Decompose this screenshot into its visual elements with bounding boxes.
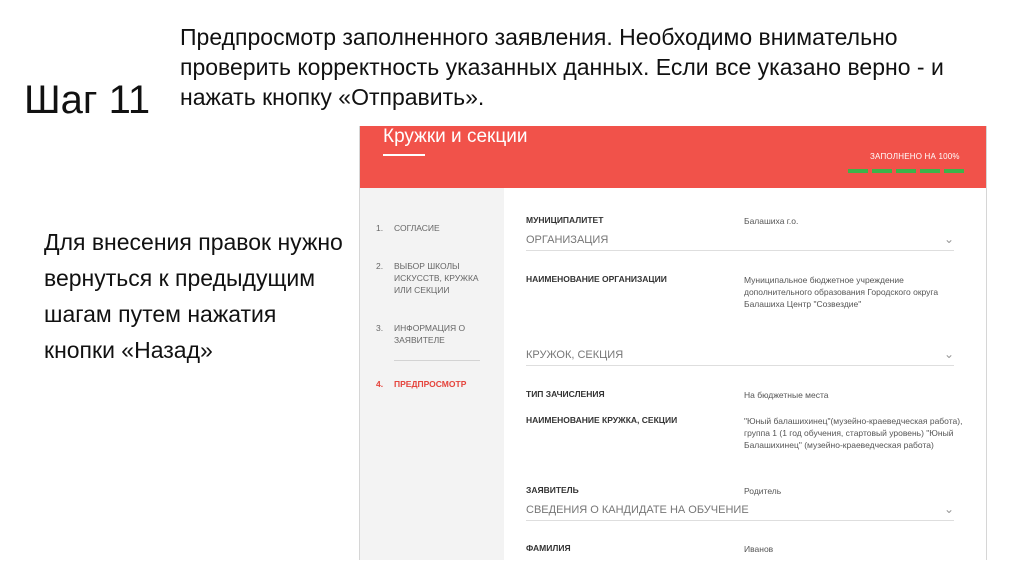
field-value-municipality: Балашиха г.о. — [744, 216, 799, 226]
section-title: КРУЖОК, СЕКЦИЯ — [526, 349, 624, 361]
field-value-org-name: Муниципальное бюджетное учреждение дополнительного образования Городского округа Балашиха Центр "Созвездие" — [744, 275, 939, 309]
progress-segment — [944, 169, 964, 173]
field-value-applicant: Родитель — [744, 486, 782, 496]
field-value-enroll-type: На бюджетные места — [744, 390, 829, 400]
step-number: 3. — [376, 323, 384, 333]
field-label-surname: ФАМИЛИЯ — [526, 543, 571, 553]
section-organization[interactable] — [526, 234, 954, 251]
field-label-org-name: НАИМЕНОВАНИЕ ОРГАНИЗАЦИИ — [526, 274, 667, 284]
chevron-down-icon: ⌄ — [943, 502, 954, 516]
step-label: ВЫБОР ШКОЛЫ ИСКУССТВ, КРУЖКА ИЛИ СЕКЦИИ — [394, 261, 479, 295]
step-number: 1. — [376, 223, 384, 233]
step-divider — [394, 360, 480, 361]
preview-content — [504, 188, 986, 560]
section-title: ОРГАНИЗАЦИЯ — [526, 234, 609, 246]
progress-segment — [848, 169, 868, 173]
step-number: 4. — [376, 379, 384, 389]
field-label-applicant: ЗАЯВИТЕЛЬ — [526, 485, 579, 495]
progress-segment — [920, 169, 940, 173]
field-label-municipality: МУНИЦИПАЛИТЕТ — [526, 215, 604, 225]
field-label-enroll-type: ТИП ЗАЧИСЛЕНИЯ — [526, 389, 605, 399]
title-underline — [383, 154, 425, 156]
field-value-surname: Иванов — [744, 544, 774, 554]
chevron-down-icon: ⌄ — [943, 347, 954, 361]
step-title: Шаг 11 — [24, 78, 151, 122]
progress-segment — [872, 169, 892, 173]
step-number: 2. — [376, 261, 384, 271]
section-title: СВЕДЕНИЯ О КАНДИДАТЕ НА ОБУЧЕНИЕ — [526, 504, 749, 516]
intro-text: Предпросмотр заполненного заявления. Необходимо внимательно проверить корректность указанных данных. Если все указано верно - и нажать кнопку «Отправить». — [180, 24, 944, 110]
step-label: ПРЕДПРОСМОТР — [394, 379, 467, 389]
field-label-club-name: НАИМЕНОВАНИЕ КРУЖКА, СЕКЦИИ — [526, 415, 678, 425]
progress-segment — [896, 169, 916, 173]
chevron-down-icon: ⌄ — [943, 232, 954, 246]
completion-label: ЗАПОЛНЕНО НА 100% — [870, 152, 960, 161]
step-label: СОГЛАСИЕ — [394, 223, 440, 233]
step-label: ИНФОРМАЦИЯ О ЗАЯВИТЕЛЕ — [394, 323, 466, 345]
field-value-club-name: "Юный балашихинец"(музейно-краеведческая работа), группа 1 (1 год обучения, стартовый уровень) "Юный Балашихинец" (музейно-краеведческая работа) — [744, 416, 963, 450]
section-candidate[interactable] — [526, 504, 954, 521]
application-preview-screenshot — [359, 126, 987, 560]
side-note: Для внесения правок нужно вернуться к предыдущим шагам путем нажатия кнопки «Назад» — [44, 229, 343, 363]
form-header — [360, 126, 986, 188]
section-club[interactable] — [526, 349, 954, 366]
steps-sidebar — [360, 188, 504, 560]
form-title: Кружки и секции — [383, 126, 528, 147]
progress-bar — [848, 169, 964, 173]
